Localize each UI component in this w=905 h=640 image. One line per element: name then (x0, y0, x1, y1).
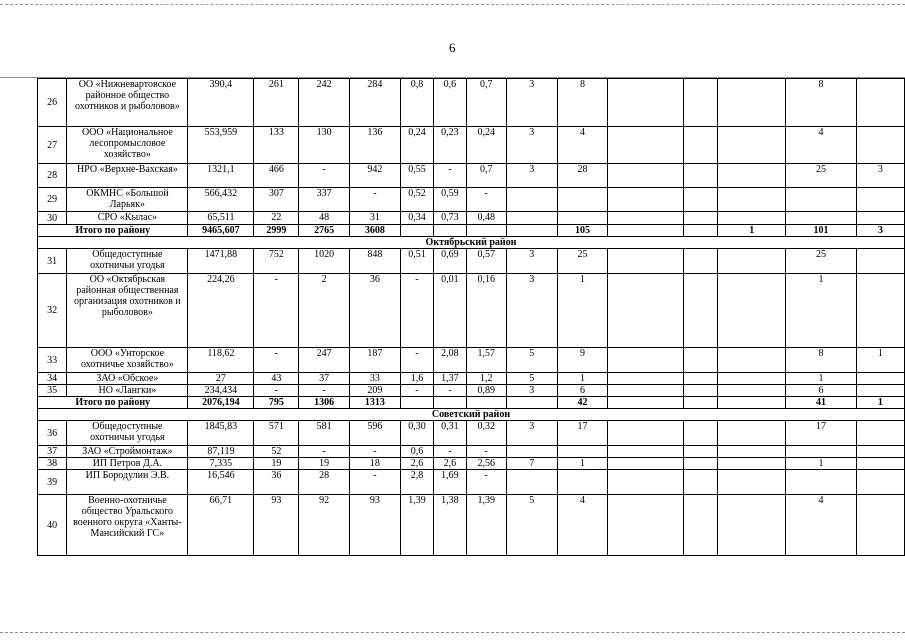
table-row (38, 274, 905, 348)
table-cell (608, 446, 683, 458)
table-cell: 17 (786, 421, 856, 446)
table-cell (856, 446, 904, 458)
table-cell (718, 249, 786, 274)
table-cell: 37 (299, 373, 350, 385)
row-number: 32 (38, 274, 67, 348)
total-cell (466, 397, 506, 409)
table-cell: 0,31 (434, 421, 467, 446)
bottom-edge-line (0, 632, 905, 633)
table-cell (683, 495, 718, 556)
table-cell (557, 470, 607, 495)
table-cell: - (400, 385, 433, 397)
table-cell: 118,62 (188, 348, 254, 373)
row-number: 37 (38, 446, 67, 458)
table-cell (506, 470, 557, 495)
total-cell (434, 397, 467, 409)
table-cell: 4 (557, 495, 607, 556)
table-row (38, 458, 905, 470)
table-cell (506, 212, 557, 225)
table-cell: 3 (506, 274, 557, 348)
table-cell (856, 188, 904, 212)
table-cell: 2 (299, 274, 350, 348)
row-number: 34 (38, 373, 67, 385)
table-cell (718, 458, 786, 470)
table-cell: 2,08 (434, 348, 467, 373)
table-cell: 5 (506, 495, 557, 556)
table-cell: 1 (557, 373, 607, 385)
table-cell (683, 127, 718, 164)
table-cell: 0,69 (434, 249, 467, 274)
table-cell: 0,7 (466, 79, 506, 127)
table-cell: 65,511 (188, 212, 254, 225)
total-cell: 3 (856, 225, 904, 237)
row-number: 28 (38, 164, 67, 188)
district-header-row (38, 409, 905, 421)
total-cell (400, 225, 433, 237)
table-cell: 8 (786, 79, 856, 127)
table-cell: 187 (350, 348, 401, 373)
organization-name: НО «Лангки» (67, 385, 188, 397)
total-cell: 1 (718, 225, 786, 237)
organization-name: ЗАО «Обское» (67, 373, 188, 385)
table-cell: 43 (254, 373, 299, 385)
table-cell: 22 (254, 212, 299, 225)
total-cell: 795 (254, 397, 299, 409)
table-cell (718, 373, 786, 385)
table-cell: 0,8 (400, 79, 433, 127)
organization-name: ОКМНС «Большой Ларьяк» (67, 188, 188, 212)
table-cell: 1 (557, 458, 607, 470)
total-cell (466, 225, 506, 237)
table-cell: 4 (786, 495, 856, 556)
table-cell: 0,55 (400, 164, 433, 188)
table-cell: 571 (254, 421, 299, 446)
table-cell (608, 373, 683, 385)
table-cell: - (400, 274, 433, 348)
total-cell (683, 397, 718, 409)
table-cell: 848 (350, 249, 401, 274)
table-cell: 0,24 (466, 127, 506, 164)
table-cell (608, 421, 683, 446)
table-cell (856, 79, 904, 127)
table-cell (718, 274, 786, 348)
table-cell: 9 (557, 348, 607, 373)
table-cell: 390,4 (188, 79, 254, 127)
table-cell (557, 212, 607, 225)
table-cell: 3 (506, 127, 557, 164)
table-cell: 0,57 (466, 249, 506, 274)
table-cell: 261 (254, 79, 299, 127)
organization-name: Общедоступные охотничьи угодья (67, 421, 188, 446)
table-cell (683, 212, 718, 225)
table-cell: 136 (350, 127, 401, 164)
table-cell (856, 274, 904, 348)
table-cell: - (466, 470, 506, 495)
total-cell (506, 225, 557, 237)
total-cell (434, 225, 467, 237)
table-cell: 3 (506, 164, 557, 188)
organization-name: ОО «Октябрьская районная общественная организация охотников и рыболовов» (67, 274, 188, 348)
table-cell (608, 249, 683, 274)
table-cell: 0,73 (434, 212, 467, 225)
table-cell (683, 164, 718, 188)
table-cell: 87,119 (188, 446, 254, 458)
total-cell: 1 (856, 397, 904, 409)
table-cell: - (254, 348, 299, 373)
table-cell (718, 348, 786, 373)
table-cell (506, 188, 557, 212)
table-cell: 19 (254, 458, 299, 470)
table-cell: 0,34 (400, 212, 433, 225)
table-cell (856, 212, 904, 225)
total-label: Итого по району (38, 397, 188, 409)
top-edge-line (0, 4, 905, 5)
page-number: 6 (449, 40, 456, 55)
table-cell (856, 127, 904, 164)
table-cell (718, 446, 786, 458)
total-cell: 1313 (350, 397, 401, 409)
district-title: Советский район (38, 409, 905, 421)
table-cell: 3 (506, 385, 557, 397)
table-cell: 337 (299, 188, 350, 212)
table-cell (608, 127, 683, 164)
organization-name: ООО «Национальное лесопромысловое хозяйство» (67, 127, 188, 164)
total-cell (608, 225, 683, 237)
table-cell: 242 (299, 79, 350, 127)
table-cell: 25 (786, 164, 856, 188)
table-cell (718, 79, 786, 127)
total-cell (718, 397, 786, 409)
table-cell (856, 495, 904, 556)
table-cell: 1,37 (434, 373, 467, 385)
table-cell: 8 (786, 348, 856, 373)
table-cell: 0,01 (434, 274, 467, 348)
table-cell: 1 (786, 458, 856, 470)
table-cell: 130 (299, 127, 350, 164)
table-cell (683, 470, 718, 495)
total-cell: 1306 (299, 397, 350, 409)
table-cell: 133 (254, 127, 299, 164)
row-number: 38 (38, 458, 67, 470)
table-cell: - (434, 164, 467, 188)
total-label: Итого по району (38, 225, 188, 237)
table-cell: 7,335 (188, 458, 254, 470)
row-number: 31 (38, 249, 67, 274)
organization-name: НРО «Верхне-Вахская» (67, 164, 188, 188)
table-cell: - (350, 188, 401, 212)
table-cell: 6 (786, 385, 856, 397)
table-cell: 1,2 (466, 373, 506, 385)
table-cell: 25 (557, 249, 607, 274)
table-cell: 284 (350, 79, 401, 127)
table-cell: 93 (350, 495, 401, 556)
table-cell: 224,26 (188, 274, 254, 348)
table-cell (608, 79, 683, 127)
table-cell: 234,434 (188, 385, 254, 397)
organization-name: ОО «Нижневартовское районное общество охотников и рыболовов» (67, 79, 188, 127)
table-cell (718, 385, 786, 397)
organization-name: Общедоступные охотничьи угодья (67, 249, 188, 274)
table-cell: 0,32 (466, 421, 506, 446)
table-cell (718, 188, 786, 212)
table-cell: 1,39 (466, 495, 506, 556)
table-cell: 93 (254, 495, 299, 556)
table-cell: 1,57 (466, 348, 506, 373)
table-cell (718, 421, 786, 446)
table-cell (683, 458, 718, 470)
table-cell (718, 212, 786, 225)
table-cell: 1,69 (434, 470, 467, 495)
table-cell (683, 274, 718, 348)
table-cell (718, 470, 786, 495)
table-cell: 17 (557, 421, 607, 446)
table-cell: 466 (254, 164, 299, 188)
table-cell: 36 (254, 470, 299, 495)
table-cell: - (254, 385, 299, 397)
table-cell (718, 127, 786, 164)
table-cell: 3 (856, 164, 904, 188)
table-cell (683, 385, 718, 397)
table-cell (856, 373, 904, 385)
table-cell: 0,48 (466, 212, 506, 225)
table-cell: 33 (350, 373, 401, 385)
table-cell (608, 274, 683, 348)
organization-name: Военно-охотничье общество Уральского военного округа «Ханты-Мансийский ГС» (67, 495, 188, 556)
table-cell: 1 (786, 373, 856, 385)
table-cell: 0,51 (400, 249, 433, 274)
table-cell (786, 188, 856, 212)
table-cell: 1845,83 (188, 421, 254, 446)
table-cell: 8 (557, 79, 607, 127)
table-cell: 209 (350, 385, 401, 397)
table-cell (608, 458, 683, 470)
district-total-row (38, 225, 905, 237)
table-cell: 0,23 (434, 127, 467, 164)
table-cell (683, 188, 718, 212)
table-cell: 0,52 (400, 188, 433, 212)
table-cell: 52 (254, 446, 299, 458)
table-cell: 19 (299, 458, 350, 470)
organization-name: ООО «Унторское охотничье хозяйство» (67, 348, 188, 373)
table-cell: 1321,1 (188, 164, 254, 188)
total-cell: 42 (557, 397, 607, 409)
total-cell (400, 397, 433, 409)
table-cell: 92 (299, 495, 350, 556)
table-cell: - (299, 164, 350, 188)
table-cell: 596 (350, 421, 401, 446)
table-cell: 0,30 (400, 421, 433, 446)
total-cell: 3608 (350, 225, 401, 237)
district-title: Октябрьский район (38, 237, 905, 249)
table-cell: 0,6 (400, 446, 433, 458)
table-cell: - (434, 385, 467, 397)
table-row (38, 127, 905, 164)
table-cell (856, 470, 904, 495)
table-cell (718, 495, 786, 556)
table-cell: 6 (557, 385, 607, 397)
table-cell: 3 (506, 421, 557, 446)
table-cell: 553,959 (188, 127, 254, 164)
table-cell: 16,546 (188, 470, 254, 495)
table-cell: - (466, 446, 506, 458)
table-row (38, 385, 905, 397)
table-cell: 1,39 (400, 495, 433, 556)
data-table (37, 78, 905, 556)
table-cell (683, 79, 718, 127)
table-cell (608, 348, 683, 373)
table-cell (786, 446, 856, 458)
table-cell (608, 188, 683, 212)
table-cell: 66,71 (188, 495, 254, 556)
table-cell (506, 446, 557, 458)
table-cell: 0,6 (434, 79, 467, 127)
table-cell: 247 (299, 348, 350, 373)
table-cell (683, 446, 718, 458)
table-cell: 1 (557, 274, 607, 348)
total-cell: 105 (557, 225, 607, 237)
table-cell: - (299, 446, 350, 458)
table-cell (608, 495, 683, 556)
district-header-row (38, 237, 905, 249)
table-cell (683, 249, 718, 274)
total-cell (506, 397, 557, 409)
district-total-row (38, 397, 905, 409)
table-cell: - (350, 446, 401, 458)
total-cell (608, 397, 683, 409)
table-cell: - (434, 446, 467, 458)
table-cell: 28 (299, 470, 350, 495)
table-cell (683, 373, 718, 385)
total-cell: 9465,607 (188, 225, 254, 237)
table-cell: - (466, 188, 506, 212)
table-row (38, 188, 905, 212)
row-number: 35 (38, 385, 67, 397)
row-number: 40 (38, 495, 67, 556)
row-number: 27 (38, 127, 67, 164)
table-cell: 5 (506, 348, 557, 373)
table-cell: 307 (254, 188, 299, 212)
table-cell (786, 212, 856, 225)
table-cell: 2,6 (400, 458, 433, 470)
organization-name: ЗАО «Строймонтаж» (67, 446, 188, 458)
table-cell: 0,24 (400, 127, 433, 164)
table-cell: 18 (350, 458, 401, 470)
row-number: 26 (38, 79, 67, 127)
table-cell (856, 421, 904, 446)
table-cell (608, 385, 683, 397)
table-cell: 2,56 (466, 458, 506, 470)
table-cell (786, 470, 856, 495)
total-cell (683, 225, 718, 237)
total-cell: 2076,194 (188, 397, 254, 409)
table-cell (557, 188, 607, 212)
table-cell: 566,432 (188, 188, 254, 212)
row-number: 29 (38, 188, 67, 212)
table-cell (856, 249, 904, 274)
row-number: 36 (38, 421, 67, 446)
table-row (38, 164, 905, 188)
table-cell: 7 (506, 458, 557, 470)
table-cell (557, 446, 607, 458)
total-cell: 2765 (299, 225, 350, 237)
table-cell: - (299, 385, 350, 397)
table-cell (718, 164, 786, 188)
table-cell: 5 (506, 373, 557, 385)
row-number: 39 (38, 470, 67, 495)
table-row (38, 79, 905, 127)
table-cell (608, 212, 683, 225)
table-row (38, 249, 905, 274)
table-cell: 942 (350, 164, 401, 188)
table-cell: 4 (557, 127, 607, 164)
table-cell (683, 348, 718, 373)
table-cell: 1471,88 (188, 249, 254, 274)
table-cell: 48 (299, 212, 350, 225)
row-number: 30 (38, 212, 67, 225)
table-cell (856, 458, 904, 470)
table-cell: 1,38 (434, 495, 467, 556)
table-row (38, 446, 905, 458)
table-cell: 2,8 (400, 470, 433, 495)
table-cell: 28 (557, 164, 607, 188)
table-cell: 27 (188, 373, 254, 385)
table-cell: 25 (786, 249, 856, 274)
table-body (38, 79, 905, 556)
row-number: 33 (38, 348, 67, 373)
table-cell: 2,6 (434, 458, 467, 470)
table-cell: 31 (350, 212, 401, 225)
table-cell: 581 (299, 421, 350, 446)
table-cell: - (400, 348, 433, 373)
table-row (38, 421, 905, 446)
table-row (38, 495, 905, 556)
table-cell (856, 385, 904, 397)
total-cell: 2999 (254, 225, 299, 237)
table-cell: 0,16 (466, 274, 506, 348)
total-cell: 101 (786, 225, 856, 237)
table-cell: - (254, 274, 299, 348)
table-cell: 3 (506, 249, 557, 274)
organization-name: ИП Петров Д.А. (67, 458, 188, 470)
table-row (38, 470, 905, 495)
table-cell: 3 (506, 79, 557, 127)
table-cell: 36 (350, 274, 401, 348)
table-cell (683, 421, 718, 446)
table-cell: 1 (786, 274, 856, 348)
organization-name: ИП Бородулин Э.В. (67, 470, 188, 495)
organization-name: СРО «Кылас» (67, 212, 188, 225)
table-cell: 4 (786, 127, 856, 164)
table-cell: 1020 (299, 249, 350, 274)
table-cell: 0,7 (466, 164, 506, 188)
table-cell: 1,6 (400, 373, 433, 385)
table-cell: 752 (254, 249, 299, 274)
table-cell: 0,59 (434, 188, 467, 212)
table-row (38, 348, 905, 373)
total-cell: 41 (786, 397, 856, 409)
table-cell (608, 164, 683, 188)
table-row (38, 212, 905, 225)
table-cell: - (350, 470, 401, 495)
table-cell: 0,89 (466, 385, 506, 397)
table-cell (608, 470, 683, 495)
table-row (38, 373, 905, 385)
table-cell: 1 (856, 348, 904, 373)
